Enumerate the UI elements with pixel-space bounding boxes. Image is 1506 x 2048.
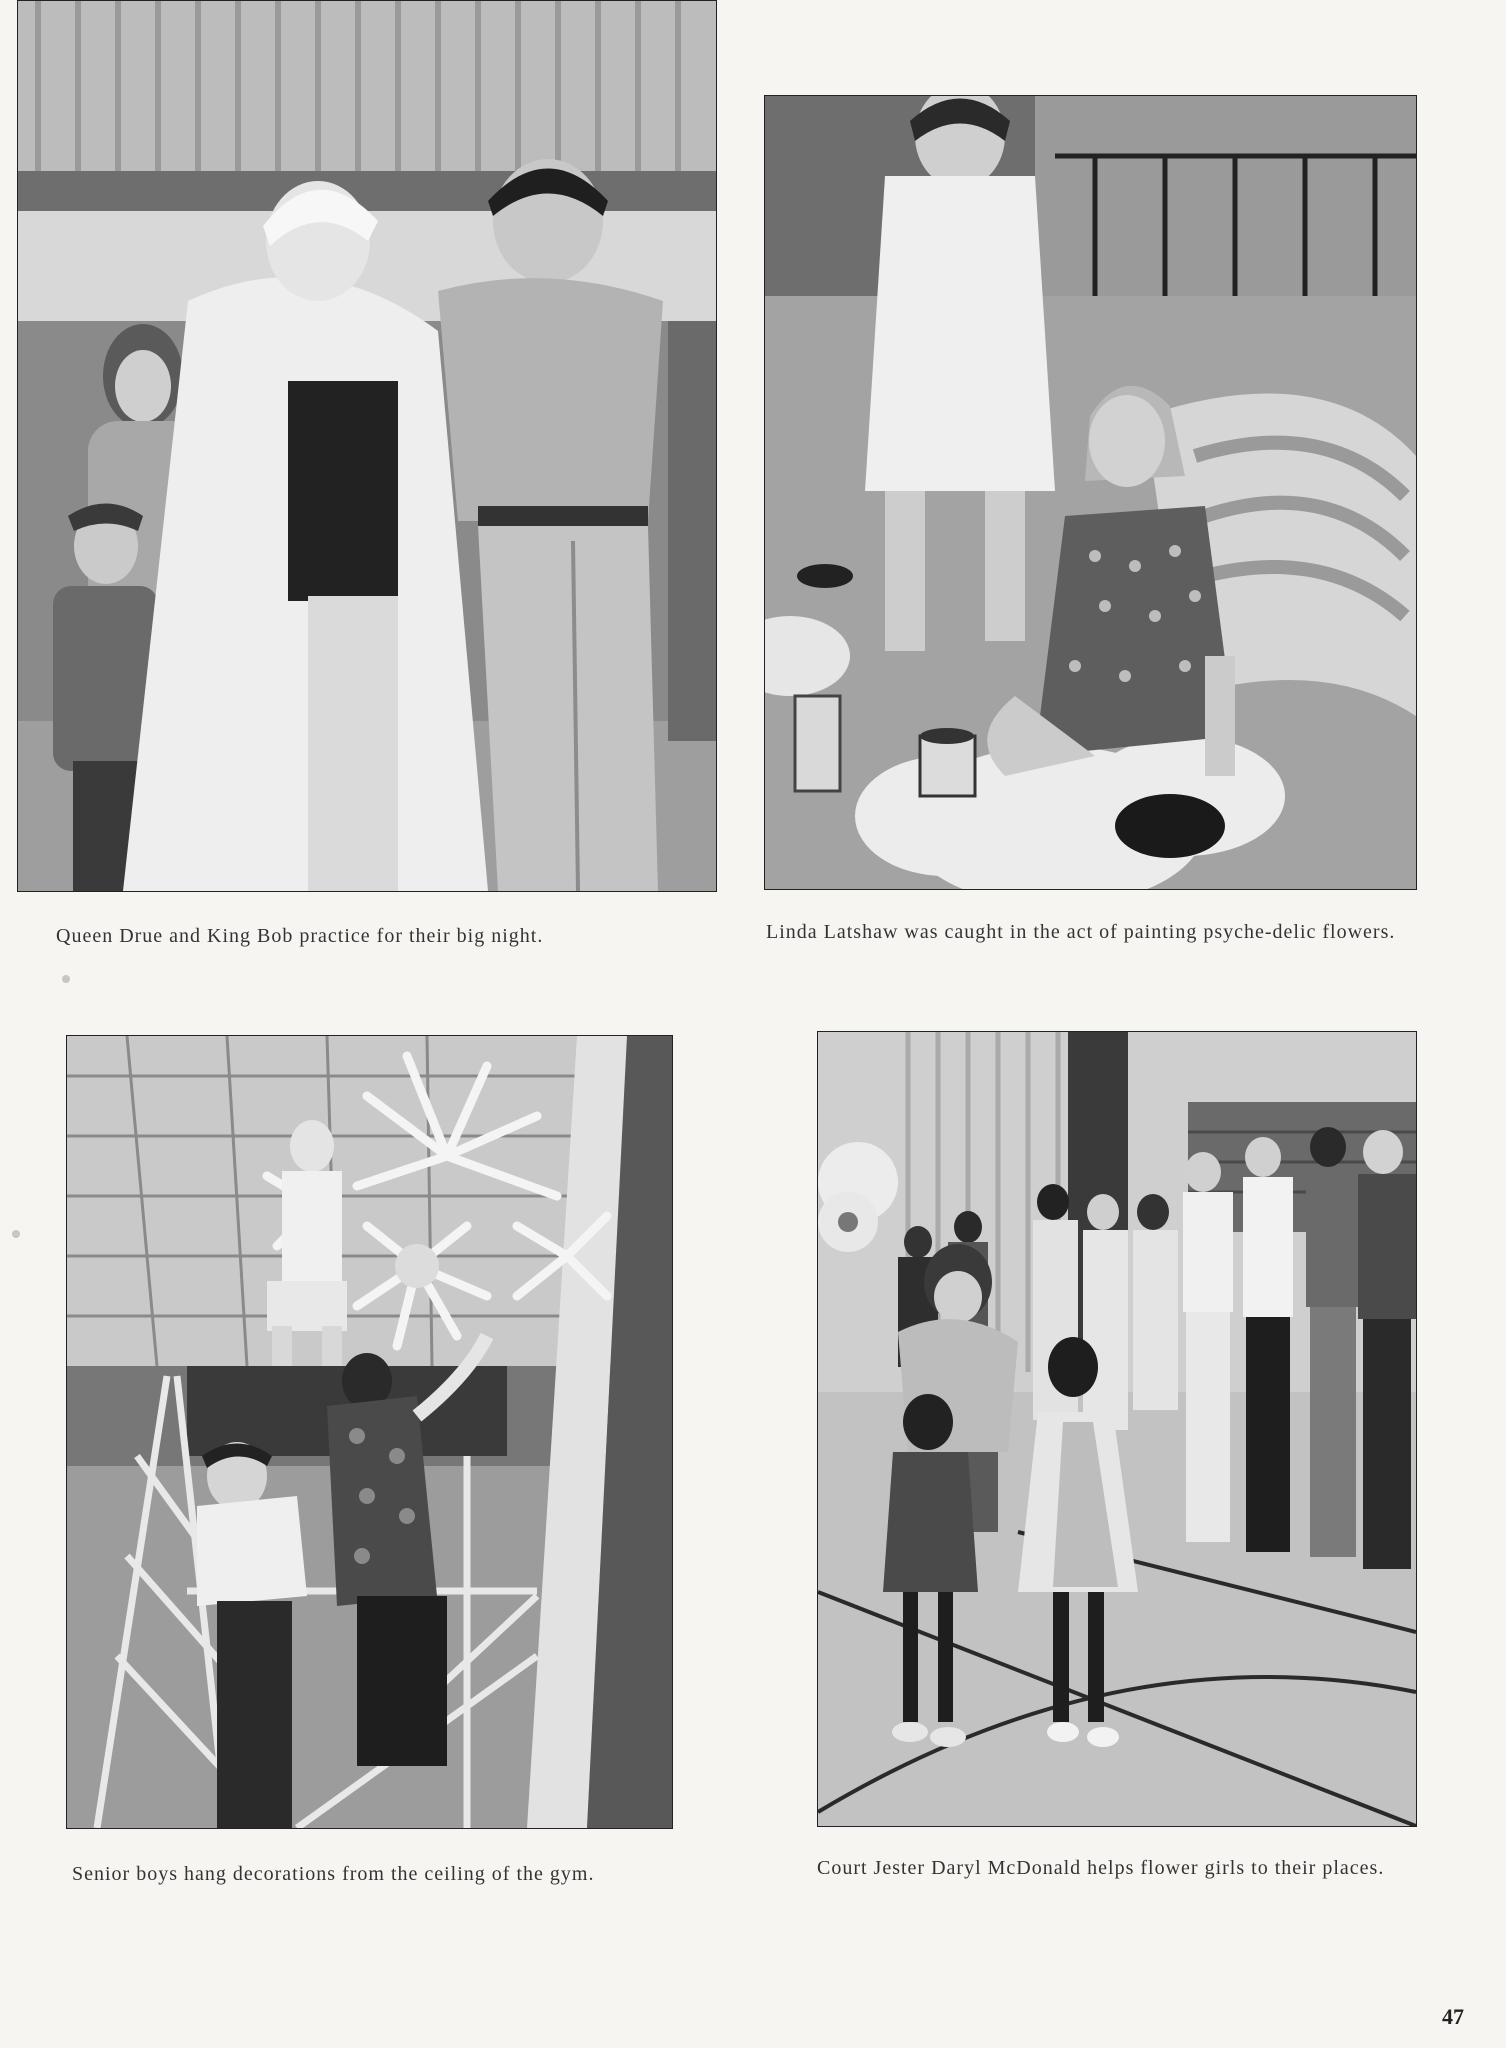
page-number: 47	[1442, 2004, 1464, 2029]
flower-girls-image	[818, 1032, 1416, 1826]
queen-king-practice-photo	[17, 0, 717, 892]
queen-king-caption: Queen Drue and King Bob practice for their big night.	[56, 925, 544, 947]
painting-flowers-photo	[764, 95, 1417, 890]
queen-king-practice-image	[18, 1, 716, 891]
hanging-decorations-caption: Senior boys hang decorations from the ceiling of the gym.	[72, 1863, 595, 1885]
hanging-decorations-photo	[66, 1035, 673, 1829]
paper-speck	[62, 975, 70, 983]
flower-girls-caption: Court Jester Daryl McDonald helps flower girls to their places.	[817, 1857, 1385, 1879]
flower-girls-photo	[817, 1031, 1417, 1827]
paper-speck	[12, 1230, 20, 1238]
hanging-decorations-image	[67, 1036, 672, 1828]
painting-flowers-caption: Linda Latshaw was caught in the act of painting psyche-delic flowers.	[766, 921, 1396, 943]
painting-flowers-image	[765, 96, 1416, 889]
